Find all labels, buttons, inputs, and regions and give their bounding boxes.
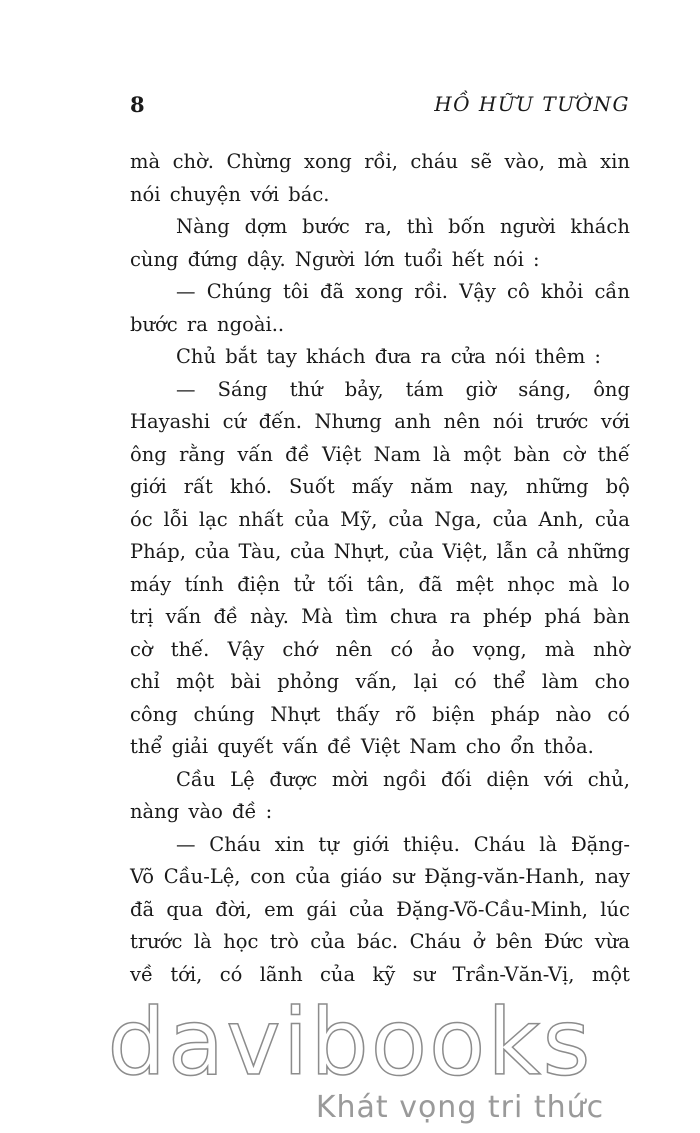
running-title: HỒ HỮU TƯỜNG xyxy=(434,92,630,116)
word: rồi. xyxy=(414,280,448,303)
word: đề xyxy=(213,605,238,628)
word: bác. xyxy=(356,930,399,953)
word: nên xyxy=(335,637,373,661)
word: mà xyxy=(130,150,161,173)
text-line xyxy=(130,926,630,959)
watermark-tagline: Khát vọng tri thức xyxy=(315,1090,605,1125)
word: gái xyxy=(306,897,337,921)
word: cháu xyxy=(410,150,459,173)
word: sư xyxy=(412,962,436,986)
word: mà xyxy=(568,572,599,596)
word: qua xyxy=(166,897,203,921)
text-line xyxy=(130,666,630,699)
word: Mà xyxy=(301,605,333,628)
word: ra xyxy=(449,605,471,628)
word: lúc xyxy=(600,897,630,921)
text-line xyxy=(130,569,630,602)
word: bàn xyxy=(593,605,630,628)
word: thấy xyxy=(336,702,380,726)
word: tính xyxy=(184,572,224,596)
word: của xyxy=(194,540,230,563)
word: tìm xyxy=(345,605,378,628)
word: ở xyxy=(472,930,485,953)
word: giáo xyxy=(340,865,383,888)
word: là xyxy=(539,832,558,856)
word: Đặng-văn-Hanh, xyxy=(424,865,586,888)
word: Chừng xyxy=(226,150,292,173)
line-text: Chủ bắt tay khách đưa ra cửa nói thêm : xyxy=(176,345,601,368)
word: ra, xyxy=(364,215,392,238)
word: tối xyxy=(327,572,354,596)
word: Suốt xyxy=(288,475,335,498)
word: thể xyxy=(493,670,526,693)
word: biện xyxy=(432,702,475,726)
word: Anh, xyxy=(538,507,584,531)
word: đã xyxy=(319,280,345,303)
word: trước xyxy=(130,930,183,953)
word: phỏng xyxy=(277,670,340,693)
word: giới xyxy=(352,832,390,856)
word: chủ, xyxy=(587,767,630,791)
word: Mỹ, xyxy=(340,507,378,531)
word: bốn xyxy=(448,215,486,238)
word: Việt xyxy=(321,442,362,466)
word: rõ xyxy=(395,702,417,726)
word: Hayashi xyxy=(130,410,211,433)
text-line xyxy=(130,601,630,634)
text-line xyxy=(130,829,630,862)
word: nhọc xyxy=(507,572,555,596)
word: đề xyxy=(285,442,310,466)
word: thiệu. xyxy=(403,832,460,856)
word: Cháu xyxy=(209,832,261,856)
word: lỗi xyxy=(163,507,188,531)
line-text: cùng đứng dậy. Người lớn tuổi hết nói : xyxy=(130,247,540,271)
line-text: bước ra ngoài.. xyxy=(130,312,285,336)
word: một xyxy=(463,442,502,466)
word: — xyxy=(176,832,196,856)
text-line xyxy=(130,211,630,244)
word: tám xyxy=(405,377,444,401)
word: là xyxy=(433,442,451,466)
word: nay, xyxy=(470,475,509,498)
word: Nhưng xyxy=(314,410,382,433)
word: tân, xyxy=(366,572,405,596)
word: chờ. xyxy=(172,150,214,173)
word: rất xyxy=(183,475,213,498)
word: anh xyxy=(394,410,432,433)
text-line xyxy=(130,439,630,472)
word: thì xyxy=(406,215,434,238)
word: mệt xyxy=(455,572,494,596)
word: giới xyxy=(130,475,167,498)
word: Nhựt, xyxy=(333,540,390,563)
word: của xyxy=(398,540,434,563)
text-line xyxy=(130,764,630,797)
word: làm xyxy=(541,670,579,693)
word: Pháp, xyxy=(130,540,186,563)
text-line xyxy=(130,341,630,374)
word: Sáng xyxy=(217,377,268,401)
word: mà xyxy=(557,150,588,173)
word: dợm xyxy=(244,215,288,238)
word: mà xyxy=(544,637,575,661)
word: của xyxy=(388,507,424,531)
word: cần xyxy=(594,280,630,303)
word: vừa xyxy=(594,930,630,953)
word: nay xyxy=(594,865,630,888)
word: xin xyxy=(600,150,630,173)
word: Nàng xyxy=(176,215,230,238)
word: của xyxy=(320,962,356,986)
word: sẽ xyxy=(470,150,493,173)
word: chưa xyxy=(389,605,438,628)
word: có xyxy=(454,670,477,693)
word: của xyxy=(295,865,331,888)
word: nhất xyxy=(238,507,284,531)
word: cứ xyxy=(222,410,247,433)
word: mấy xyxy=(351,475,394,498)
word: những xyxy=(567,540,630,563)
word: Vậy xyxy=(227,637,265,661)
word: óc xyxy=(130,507,153,531)
word: nào xyxy=(555,702,592,726)
word: Trần-Văn-Vị, xyxy=(452,962,575,986)
word: bài xyxy=(230,670,261,693)
page-header xyxy=(130,92,630,122)
word: đời, xyxy=(215,897,252,921)
word: chớ xyxy=(282,637,318,661)
word: chúng xyxy=(193,702,255,726)
word: học xyxy=(223,930,259,953)
word: của xyxy=(348,897,385,921)
word: ngồi xyxy=(383,767,427,791)
word: Chúng xyxy=(206,280,272,303)
word: con xyxy=(250,865,286,888)
word: điện xyxy=(237,572,281,596)
line-text: nàng vào đề : xyxy=(130,800,273,823)
page-number: 8 xyxy=(130,92,145,117)
word: bàn xyxy=(513,442,551,466)
word: cho xyxy=(594,670,630,693)
word: pháp xyxy=(490,702,540,726)
word: lạc xyxy=(198,507,228,531)
word: đã xyxy=(418,572,443,596)
word: diện xyxy=(486,767,530,791)
body-text xyxy=(130,146,630,991)
word: tới, xyxy=(170,962,203,986)
word: năm xyxy=(410,475,453,498)
word: lãnh xyxy=(259,962,303,986)
word: đối xyxy=(441,767,472,791)
word: phá xyxy=(544,605,582,628)
word: bước xyxy=(302,215,350,238)
word: có xyxy=(390,637,414,661)
word: một xyxy=(591,962,630,986)
text-line xyxy=(130,699,630,732)
word: thế. xyxy=(170,637,210,661)
text-line xyxy=(130,276,630,309)
word: Lệ xyxy=(230,767,255,791)
word: — xyxy=(176,377,196,401)
word: rằng xyxy=(179,442,226,466)
word: xong xyxy=(304,150,352,173)
word: với xyxy=(543,767,573,791)
word: rồi, xyxy=(364,150,398,173)
word: vấn xyxy=(237,442,273,466)
word: Đặng- xyxy=(570,832,630,856)
word: vào, xyxy=(504,150,546,173)
watermark-logo: davibooks xyxy=(107,989,593,1096)
word: đến. xyxy=(258,410,302,433)
word: mời xyxy=(331,767,369,791)
word: cả xyxy=(536,540,559,563)
word: kỹ xyxy=(372,962,396,986)
word: máy xyxy=(130,572,172,596)
word: những xyxy=(525,475,589,498)
text-line xyxy=(130,374,630,407)
word: trị xyxy=(130,605,154,628)
word: cờ xyxy=(130,637,153,661)
line-text: nói chuyện với bác. xyxy=(130,182,330,206)
word: — xyxy=(176,280,196,303)
word: Nga, xyxy=(434,507,482,531)
word: giờ xyxy=(465,377,497,401)
word: Đức xyxy=(543,930,584,953)
word: một xyxy=(176,670,215,693)
word: sư xyxy=(391,865,415,888)
word: lo xyxy=(611,572,630,596)
word: cô xyxy=(507,280,530,303)
word: đã xyxy=(130,897,155,921)
word: cờ xyxy=(562,442,586,466)
text-line xyxy=(130,179,630,212)
word: trước xyxy=(535,410,589,433)
word: bên xyxy=(495,930,533,953)
text-line xyxy=(130,309,630,342)
text-line xyxy=(130,894,630,927)
word: Việt, xyxy=(442,540,488,563)
word: bảy, xyxy=(344,377,384,401)
text-line xyxy=(130,796,630,829)
text-line xyxy=(130,861,630,894)
word: Cháu xyxy=(409,930,462,953)
word: em xyxy=(264,897,295,921)
line-text: thể giải quyết vấn đề Việt Nam cho ổn thỏa. xyxy=(130,735,594,758)
word: ảo xyxy=(431,637,455,661)
word: Nhựt xyxy=(270,702,321,726)
text-line xyxy=(130,959,630,992)
word: khách xyxy=(570,215,630,238)
word: khỏi xyxy=(540,280,584,303)
word: lại xyxy=(413,670,438,693)
word: ông xyxy=(593,377,630,401)
word: trò xyxy=(269,930,299,953)
word: phép xyxy=(483,605,533,628)
word: Nam xyxy=(373,442,421,466)
word: xong xyxy=(355,280,404,303)
word: lẫn xyxy=(496,540,528,563)
word: của xyxy=(289,540,326,563)
word: của xyxy=(310,930,346,953)
word: là xyxy=(193,930,212,953)
text-line xyxy=(130,406,630,439)
word: của xyxy=(294,507,330,531)
word: được xyxy=(269,767,318,791)
word: Võ xyxy=(130,865,155,888)
word: nên xyxy=(443,410,481,433)
word: của xyxy=(594,507,630,531)
word: vấn xyxy=(165,605,202,628)
word: này. xyxy=(250,605,289,628)
word: thế xyxy=(597,442,630,466)
word: tự xyxy=(318,832,339,856)
text-line xyxy=(130,471,630,504)
text-line xyxy=(130,146,630,179)
word: có xyxy=(219,962,243,986)
word: bộ xyxy=(605,475,630,498)
word: Đặng-Võ-Cầu-Minh, xyxy=(396,897,588,921)
word: nói xyxy=(492,410,524,433)
word: Cháu xyxy=(473,832,526,856)
text-line xyxy=(130,731,630,764)
text-line xyxy=(130,634,630,667)
text-line xyxy=(130,536,630,569)
word: vấn, xyxy=(355,670,398,693)
word: công xyxy=(130,702,178,726)
word: tôi xyxy=(282,280,309,303)
word: thứ xyxy=(289,377,323,401)
word: với xyxy=(600,410,630,433)
word: Cầu xyxy=(176,767,216,791)
word: chỉ xyxy=(130,670,160,693)
text-line xyxy=(130,504,630,537)
word: Vậy xyxy=(459,280,496,303)
word: của xyxy=(492,507,528,531)
word: Cầu-Lệ, xyxy=(163,865,241,888)
word: khó. xyxy=(229,475,272,498)
word: Tàu, xyxy=(238,540,282,563)
word: xin xyxy=(274,832,305,856)
text-line xyxy=(130,244,630,277)
word: nhờ xyxy=(593,637,630,661)
word: ông xyxy=(130,442,167,466)
word: tử xyxy=(293,572,314,596)
word: người xyxy=(500,215,556,238)
word: sáng, xyxy=(518,377,572,401)
word: có xyxy=(607,702,630,726)
word: về xyxy=(130,962,154,986)
word: vọng, xyxy=(472,637,527,661)
